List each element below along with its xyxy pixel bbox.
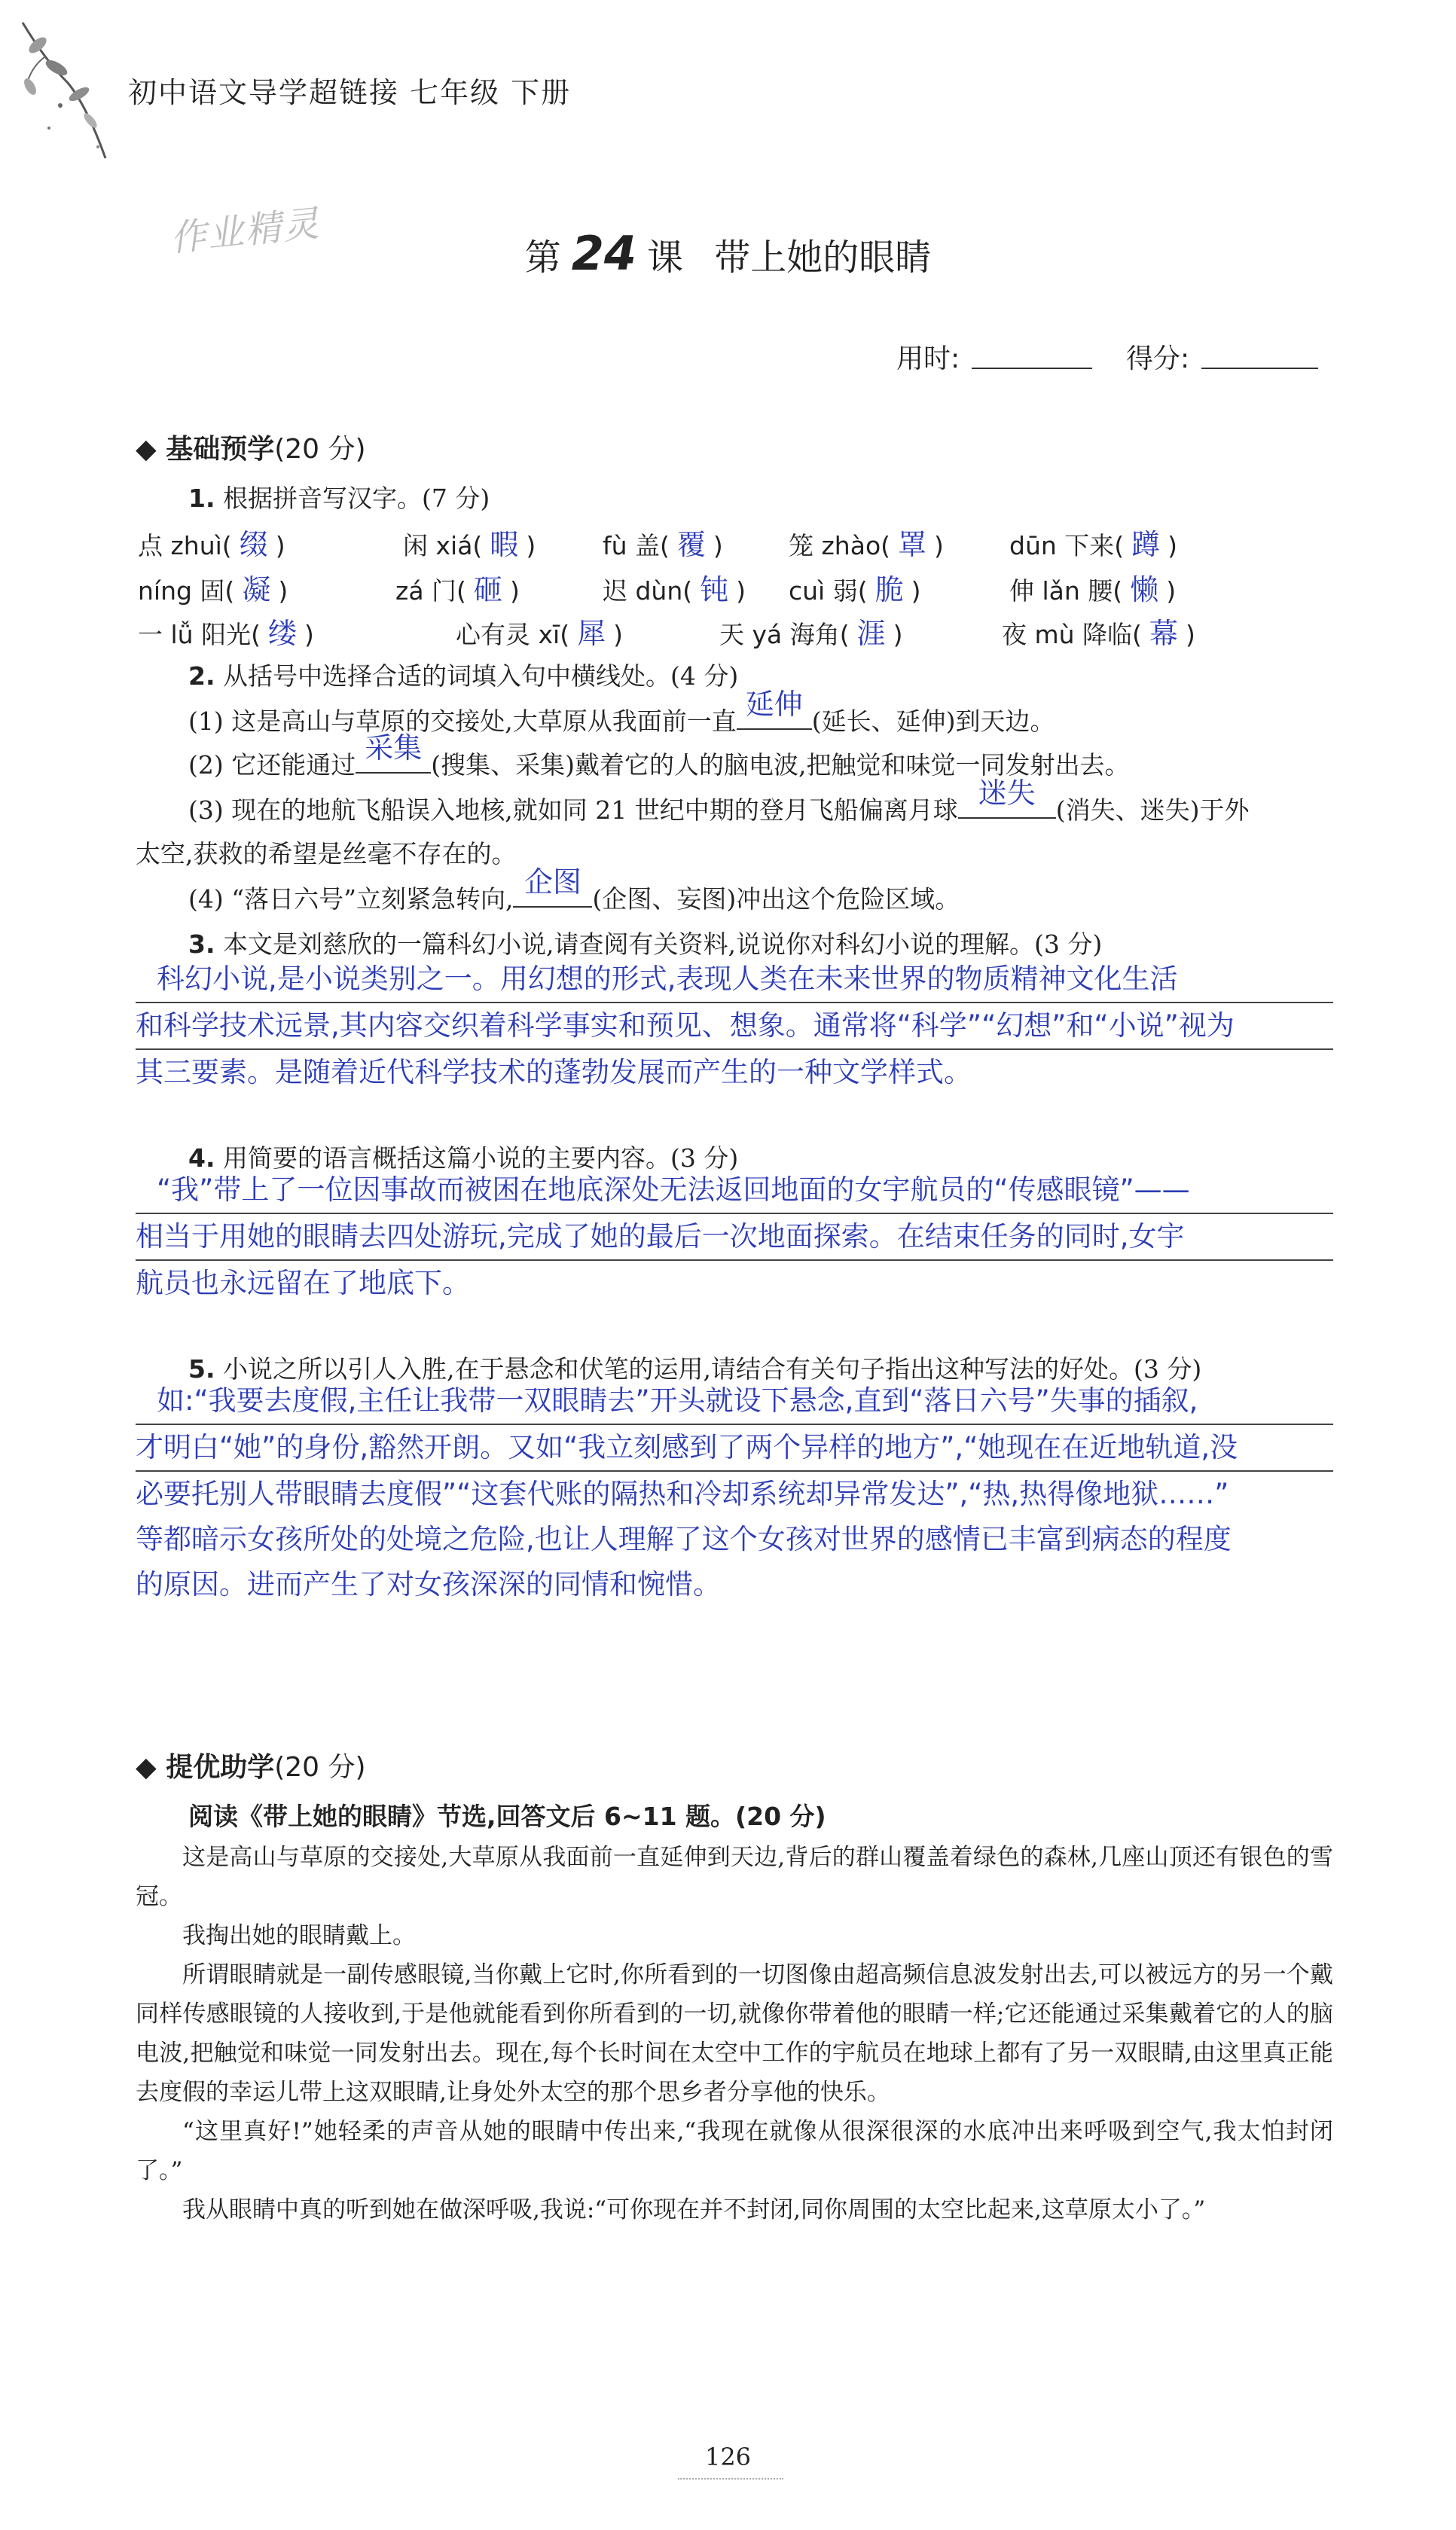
answer-4: “我”带上了一位因事故而被困在地底深处无法返回地面的女宇航员的“传感眼镜”—— 相当于用她的眼睛去四处游玩,完成了她的最后一次地面探索。在结束任务的同时,女宇 航员也永远留在了地底下。: [136, 1167, 1333, 1306]
pinyin-item: 天 yá 海角( 涯 ): [719, 617, 903, 650]
pinyin-item: 一 lǚ 阳光( 缕 ): [138, 617, 314, 650]
section-basic-heading: ◆ 基础预学(20 分): [136, 434, 366, 465]
question-5: 5. 小说之所以引人入胜,在于悬念和伏笔的运用,请结合有关句子指出这种写法的好处。(3 分): [188, 1354, 1202, 1384]
pinyin-item: dūn 下来( 蹲 ): [1009, 528, 1178, 561]
answer-5: 如:“我要去度假,主任让我带一双眼睛去”开头就设下悬念,直到“落日六号”失事的插叙, 才明白“她”的身份,豁然开朗。又如“我立刻感到了两个异样的地方”,“她现在在近地轨道,没 必要托别人带眼睛去度假”“这套代账的隔热和冷却系统却异常发达”,“热,热得像地狱……” 等都暗示女孩所处的处境之危险,也让人理解了这个女孩对世界的感情已丰富到病态的程度 的原因。进而产生了对女孩深深的同情和惋惜。: [136, 1378, 1333, 1607]
book-title: 初中语文导学超链接 七年级 下册: [128, 76, 572, 109]
reading-instructions: 阅读《带上她的眼睛》节选,回答文后 6~11 题。(20 分): [188, 1802, 826, 1831]
answer-blank[interactable]: 延伸: [737, 703, 812, 730]
question-4: 4. 用简要的语言概括这篇小说的主要内容。(3 分): [188, 1143, 739, 1173]
pinyin-item: cuì 弱( 脆 ): [789, 573, 921, 606]
pinyin-item: zá 门( 砸 ): [395, 573, 520, 606]
time-field[interactable]: [972, 368, 1092, 369]
question-3: 3. 本文是刘慈欣的一篇科幻小说,请查阅有关资料,说说你对科幻小说的理解。(3 分): [188, 929, 1103, 959]
diamond-icon: ◆: [136, 1752, 166, 1783]
answer-blank[interactable]: 采集: [356, 746, 431, 774]
score-field[interactable]: [1201, 368, 1318, 369]
pinyin-item: níng 固( 凝 ): [138, 573, 288, 606]
passage-paragraph: 我掏出她的眼睛戴上。: [182, 1922, 416, 1949]
section-advanced-heading: ◆ 提优助学(20 分): [136, 1752, 366, 1783]
lesson-name: 带上她的眼睛: [714, 237, 932, 279]
answer-3: 科幻小说,是小说类别之一。用幻想的形式,表现人类在未来世界的物质精神文化生活 和科学技术远景,其内容交织着科学事实和预见、想象。通常将“科学”“幻想”和“小说”视为 其三要素。是随着近代科学技术的蓬勃发展而产生的一种文学样式。: [136, 957, 1333, 1095]
pinyin-item: 心有灵 xī( 犀 ): [456, 617, 623, 650]
page-number-underline: [678, 2478, 783, 2480]
reading-passage: [136, 1838, 1333, 2229]
lesson-suffix: 课: [647, 237, 684, 279]
lesson-prefix: 第: [524, 237, 561, 279]
passage-paragraph: 我从眼睛中真的听到她在做深呼吸,我说:“可你现在并不封闭,同你周围的太空比起来,这草原太小了。”: [182, 2196, 1206, 2223]
fill-sentence-3-cont: 太空,获救的希望是丝毫不存在的。: [136, 839, 517, 868]
answer-blank[interactable]: 迷失: [958, 792, 1056, 819]
branch-illustration: [15, 15, 113, 166]
fill-sentence-3: (3) 现在的地航飞船误入地核,就如同 21 世纪中期的登月飞船偏离月球 迷失 (消失、迷失)于外: [188, 777, 1250, 825]
diamond-icon: ◆: [136, 434, 166, 465]
page-number: 126: [704, 2443, 752, 2471]
passage-paragraph: 所谓眼睛就是一副传感眼镜,当你戴上它时,你所看到的一切图像由超高频信息波发射出去,可以被远方的另一个戴同样传感眼镜的人接收到,于是他就能看到你所看到的一切,就像你带着他的眼睛一样;它还能通过采集戴着它的人的脑电波,把触觉和味觉一同发射出去。现在,每个长时间在太空中工作的宇航员在地球上都有了另一双眼睛,由这里真正能去度假的幸运儿带上这双眼睛,让身处外太空的那个思乡者分享他的快乐。: [136, 1961, 1333, 2106]
question-2: 2. 从括号中选择合适的词填入句中横线处。(4 分): [188, 661, 739, 691]
fill-sentence-2: (2) 它还能通过 采集 (搜集、采集)戴着它的人的脑电波,把触觉和味觉一同发射出去。: [188, 731, 1130, 780]
pinyin-item: 点 zhuì( 缀 ): [138, 528, 285, 561]
pinyin-item: 伸 lǎn 腰( 懒 ): [1009, 573, 1177, 606]
question-1: 1. 根据拼音写汉字。(7 分): [188, 484, 490, 513]
pinyin-item: 闲 xiá( 暇 ): [403, 528, 536, 561]
passage-paragraph: “这里真好!”她轻柔的声音从她的眼睛中传出来,“我现在就像从很深很深的水底冲出来呼吸到空气,我太怕封闭了。”: [136, 2118, 1333, 2184]
score-label: 得分:: [1126, 343, 1190, 374]
passage-paragraph: 这是高山与草原的交接处,大草原从我面前一直延伸到天边,背后的群山覆盖着绿色的森林,几座山顶还有银色的雪冠。: [136, 1844, 1333, 1910]
lesson-title: [0, 226, 1456, 281]
pinyin-item: 笼 zhào( 罩 ): [789, 528, 944, 561]
fill-sentence-4: (4) “落日六号”立刻紧急转向, 企图 (企图、妄图)冲出这个危险区域。: [188, 865, 960, 914]
answer-blank[interactable]: 企图: [513, 880, 592, 908]
lesson-number: 24: [571, 226, 636, 281]
time-label: 用时:: [896, 343, 960, 374]
pinyin-item: fù 盖( 覆 ): [603, 528, 723, 561]
fill-sentence-1: (1) 这是高山与草原的交接处,大草原从我面前一直 延伸 (延长、延伸)到天边。: [188, 688, 1055, 736]
pinyin-item: 夜 mù 降临( 幕 ): [1002, 617, 1195, 650]
pinyin-item: 迟 dùn( 钝 ): [603, 573, 746, 606]
watermark-logo: 作业精灵: [168, 202, 322, 261]
